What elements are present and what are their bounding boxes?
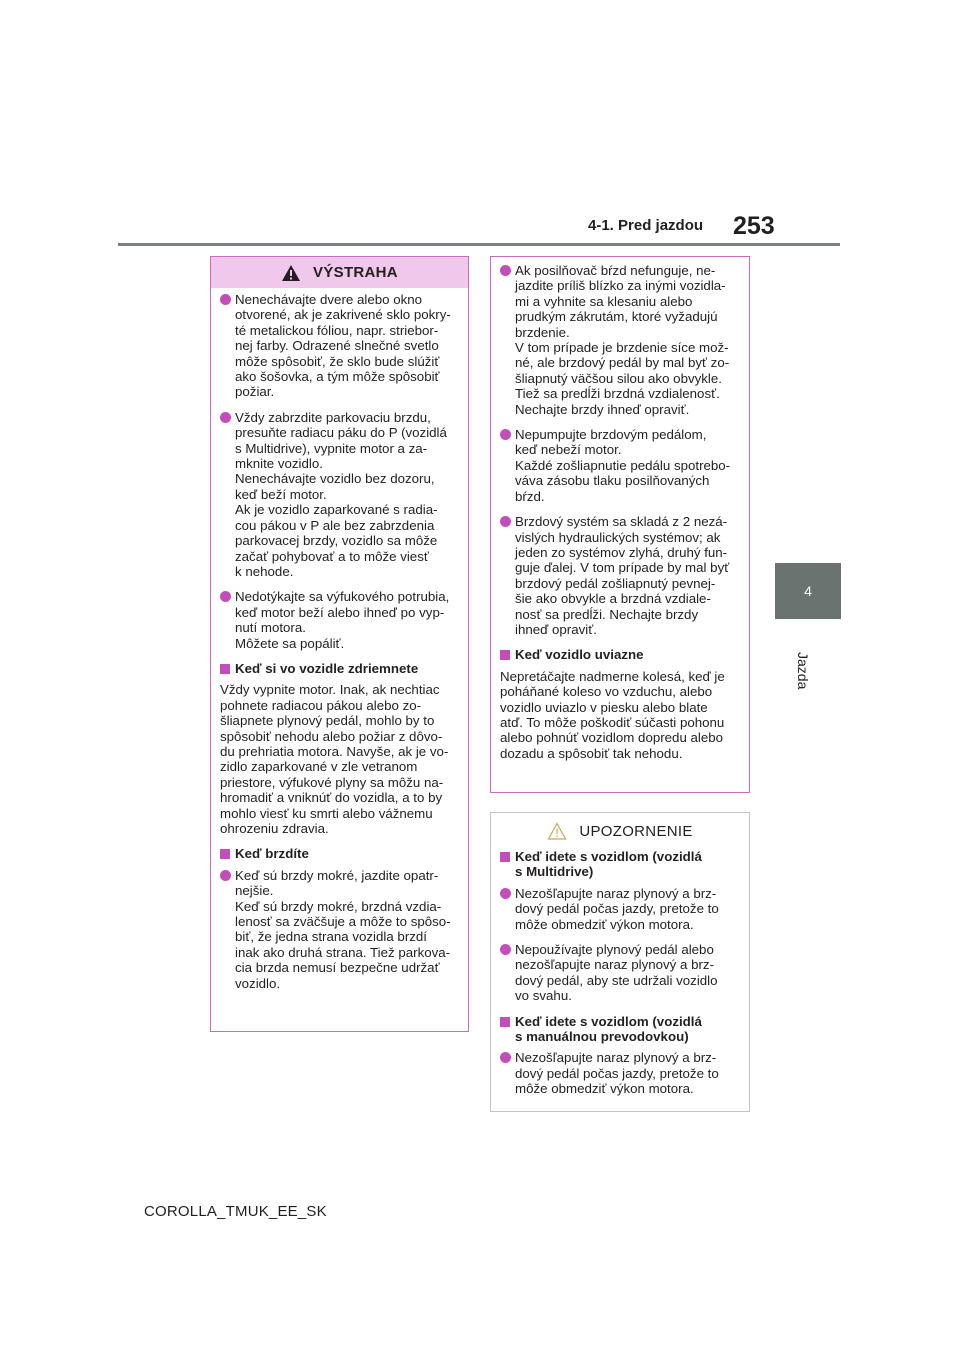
bullet-icon xyxy=(500,265,511,276)
list-item: Nezošľapujte naraz plynový a brz- dový pedál počas jazdy, pretože to môže obmedziť výkon motora. xyxy=(500,1050,740,1096)
bullet-icon xyxy=(220,591,231,602)
list-item: Brzdový systém sa skladá z 2 nezá- vislých hydraulických systémov; ak jeden zo systémov zlyhá, druhý fun- guje ďalej. V tom prípade by mal byť brzdový pedál zošliapnutý pevnej- šie ako obvykle a brzdná vzdiale- nosť sa predĺži. Nechajte brzdy ihneď opraviť. xyxy=(500,514,740,637)
warning-box xyxy=(210,256,469,1032)
section-paragraph: Nepretáčajte nadmerne kolesá, keď je poháňané koleso vo vzduchu, alebo vozidlo uviazlo v piesku alebo blate atď. To môže poškodiť súčasti pohonu alebo pohnúť vozidlom dopredu alebo dozadu a spôsobiť tak nehodu. xyxy=(500,668,725,761)
square-bullet-icon xyxy=(220,664,230,674)
section-heading: Keď brzdíte xyxy=(220,846,459,861)
caution-triangle-icon xyxy=(547,822,567,840)
notice-content xyxy=(491,849,749,1097)
section-heading: Keď si vo vozidle zdriemnete xyxy=(220,661,459,676)
warning-header xyxy=(211,257,468,288)
list-item: Nezošľapujte naraz plynový a brz- dový pedál počas jazdy, pretože to môže obmedziť výkon motora. xyxy=(500,886,740,932)
list-item: Nedotýkajte sa výfukového potrubia, keď motor beží alebo ihneď po vyp- nutí motora. Môžete sa popáliť. xyxy=(220,589,459,651)
warning-triangle-icon xyxy=(281,264,301,282)
bullet-icon xyxy=(500,1052,511,1063)
warning-title: VÝSTRAHA xyxy=(313,264,398,281)
list-item: Ak posilňovač bŕzd nefunguje, ne- jazdite príliš blízko za inými vozidla- mi a vyhnite sa klesaniu alebo prudkým zákrutám, ktoré vyžadujú brzdenie. V tom prípade je brzdenie síce mož- né, ale brzdový pedál by mal byť zo- šliapnutý väčšou silou ako obvykle. Tiež sa predĺži brzdná vzdialenosť. Nechajte brzdy ihneď opraviť. xyxy=(500,263,740,417)
square-bullet-icon xyxy=(220,849,230,859)
square-bullet-icon xyxy=(500,852,510,862)
list-item: Vždy zabrzdite parkovaciu brzdu, presuňte radiacu páku do P (vozidlá s Multidrive), vypnite motor a za- mknite vozidlo. Nenechávajte vozidlo bez dozoru, keď beží motor. Ak je vozidlo zaparkované s radia- cou pákou v P ale bez zabrzdenia parkovacej brzdy, vozidlo sa môže začať pohybovať a to môže viesť k nehode. xyxy=(220,410,459,579)
bullet-icon xyxy=(220,294,231,305)
list-item: Nepoužívajte plynový pedál alebo nezošľapujte naraz plynový a brz- dový pedál, aby ste udržali vozidlo vo svahu. xyxy=(500,942,740,1004)
notice-box xyxy=(490,812,750,1112)
bullet-icon xyxy=(500,516,511,527)
list-item: Keď sú brzdy mokré, jazdite opatr- nejšie. Keď sú brzdy mokré, brzdná vzdia- lenosť sa zväčšuje a môže to spôso- biť, že jedna strana vozidla brzdí inak ako druhá strana. Tiež parkova- cia brzda nemusí bezpečne udržať vozidlo. xyxy=(220,868,459,991)
warning-content xyxy=(211,288,468,991)
chapter-label: Jazda xyxy=(795,652,811,690)
warning-box-continued xyxy=(490,256,750,793)
chapter-tab[interactable]: 4 xyxy=(775,563,841,619)
section-paragraph: Vždy vypnite motor. Inak, ak nechtiac pohnete radiacou pákou alebo zo- šliapnete plynový pedál, mohlo by to spôsobiť nehodu alebo požiar z dôvo- du prehriatia motora. Navyše, ak je vo- zidlo zaparkované v zle vetranom priestore, výfukové plyny sa môžu na- hromadiť a vniknúť do vozidla, a to by mohlo viesť ku smrti alebo vážnemu ohrozeniu zdravia. xyxy=(220,682,449,836)
notice-header xyxy=(491,813,749,849)
section-heading: Keď idete s vozidlom (vozidlá s Multidrive) xyxy=(500,849,740,880)
bullet-icon xyxy=(500,888,511,899)
notice-title: UPOZORNENIE xyxy=(579,822,693,840)
warning-continued-content xyxy=(491,257,749,761)
header-rule xyxy=(118,243,840,246)
bullet-icon xyxy=(500,429,511,440)
list-item: Nepumpujte brzdovým pedálom, keď nebeží motor. Každé zošliapnutie pedálu spotrebo- váva zásobu tlaku posilňovaných bŕzd. xyxy=(500,427,740,504)
section-title: 4-1. Pred jazdou xyxy=(588,217,704,234)
list-item: Nenechávajte dvere alebo okno otvorené, ak je zakrivené sklo pokry- té metalickou fóliou, napr. striebor- nej farby. Odrazené slnečné svetlo môže spôsobiť, že sklo bude slúžiť ako šošovka, a tým môže spôsobiť požiar. xyxy=(220,292,459,400)
page-number: 253 xyxy=(733,212,775,240)
section-heading: Keď idete s vozidlom (vozidlá s manuálnou prevodovkou) xyxy=(500,1014,740,1045)
bullet-icon xyxy=(220,870,231,881)
square-bullet-icon xyxy=(500,1017,510,1027)
bullet-icon xyxy=(500,944,511,955)
square-bullet-icon xyxy=(500,650,510,660)
section-heading: Keď vozidlo uviazne xyxy=(500,647,740,662)
document-code: COROLLA_TMUK_EE_SK xyxy=(144,1203,327,1220)
bullet-icon xyxy=(220,412,231,423)
